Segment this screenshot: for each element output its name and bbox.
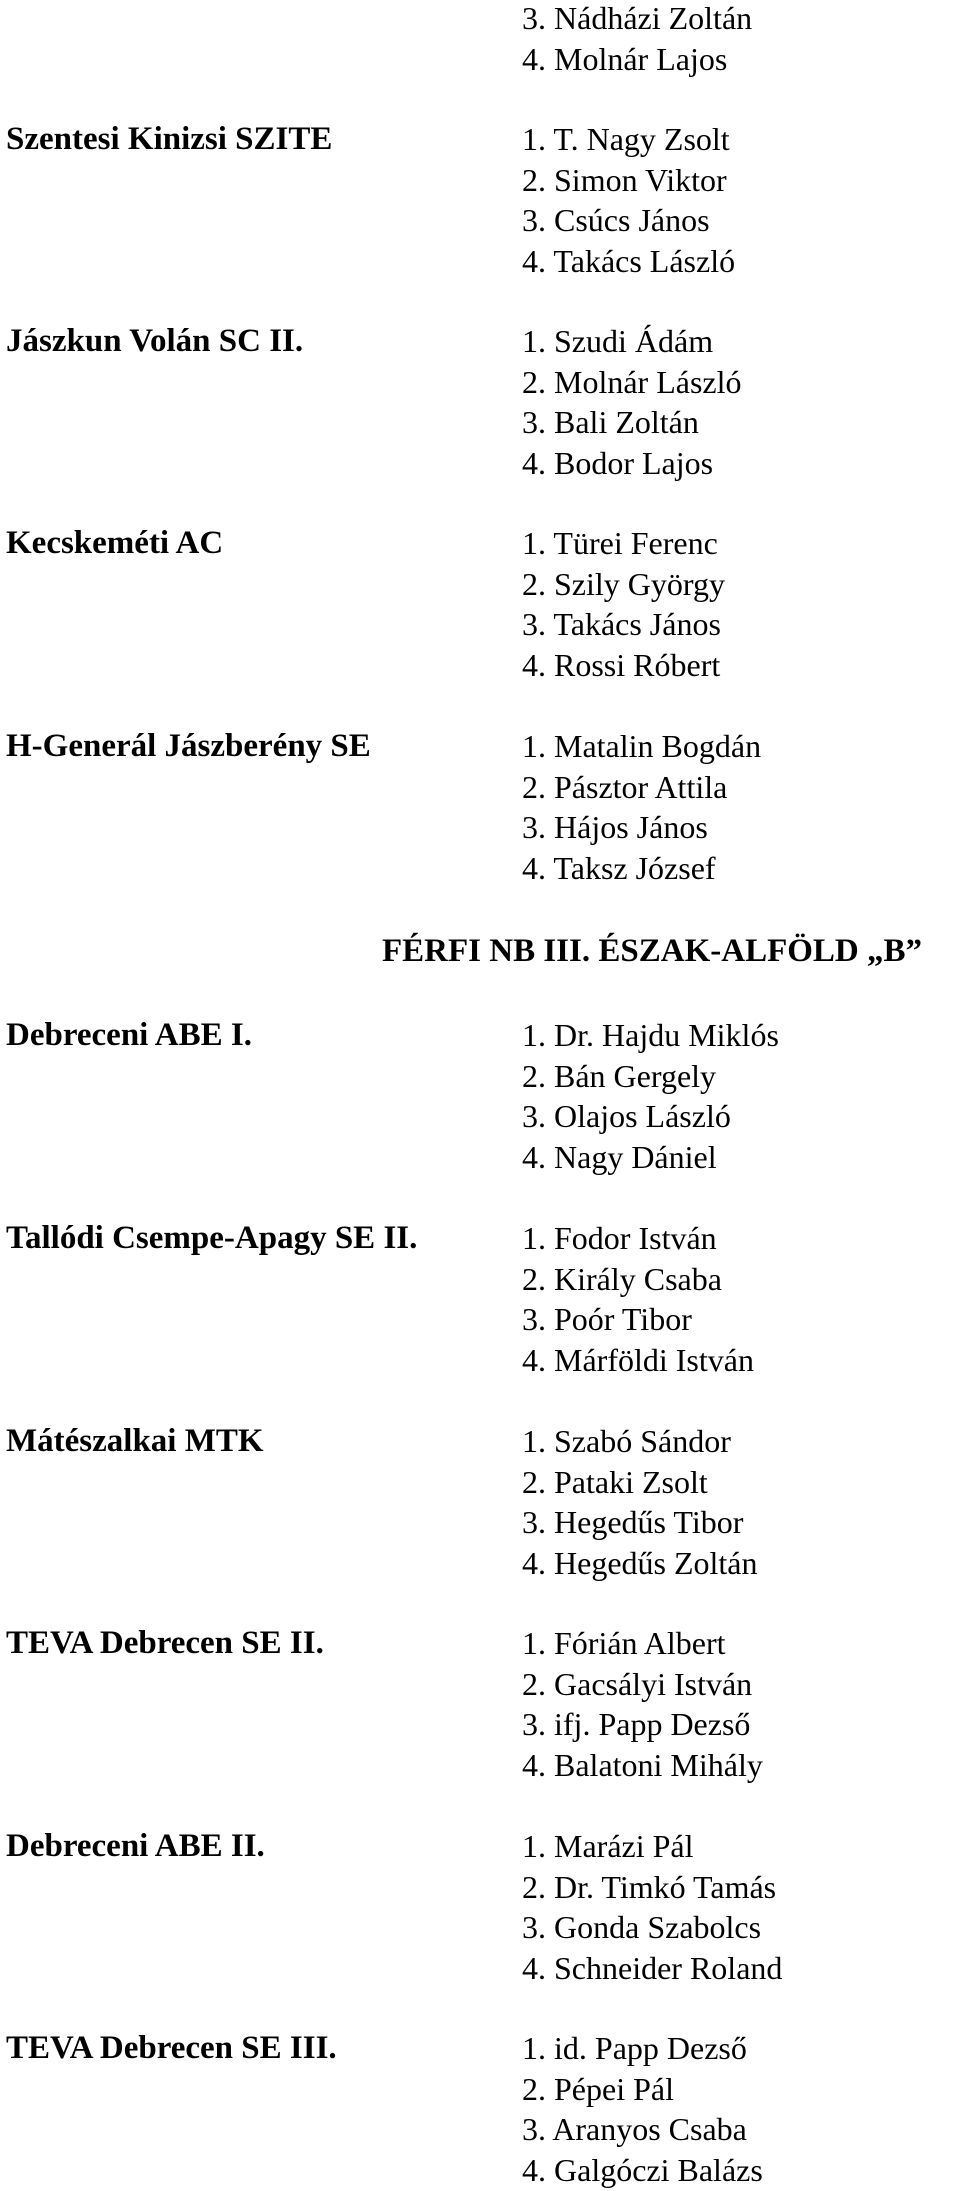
player-list-continued xyxy=(522,0,752,79)
team-name-debreceni-abe-2: Debreceni ABE II. xyxy=(6,1828,265,1864)
player-item: 4. Bodor Lajos xyxy=(522,444,714,481)
team-name-teva-3: TEVA Debrecen SE III. xyxy=(6,2030,337,2066)
player-item: 1. Marázi Pál xyxy=(522,1828,694,1864)
player-item: 2. Pataki Zsolt xyxy=(522,1463,708,1500)
player-item: 4. Balatoni Mihály xyxy=(522,1746,763,1783)
player-item: 1. Szabó Sándor xyxy=(522,1423,731,1459)
team-name-debreceni-abe-1: Debreceni ABE I. xyxy=(6,1017,252,1053)
player-item: 2. Király Csaba xyxy=(522,1260,722,1297)
player-item: 2. Pépei Pál xyxy=(522,2070,674,2107)
team-name-mateszalkai: Mátészalkai MTK xyxy=(6,1423,264,1459)
player-item: 2. Dr. Timkó Tamás xyxy=(522,1868,777,1905)
player-item: 3. Poór Tibor xyxy=(522,1301,692,1338)
player-item: 4. Galgóczi Balázs xyxy=(522,2151,763,2188)
player-item: 1. T. Nagy Zsolt xyxy=(522,121,730,157)
player-list-szentesi xyxy=(522,119,735,281)
team-name-kecskemeti: Kecskeméti AC xyxy=(6,525,224,561)
team-name-szentesi: Szentesi Kinizsi SZITE xyxy=(6,121,333,157)
player-list-jaszkun xyxy=(522,321,742,483)
player-item: 3. Takács János xyxy=(522,606,721,643)
team-name-jaszkun: Jászkun Volán SC II. xyxy=(6,323,304,359)
player-item: 1. Fórián Albert xyxy=(522,1625,726,1661)
player-item: 3. Aranyos Csaba xyxy=(522,2111,747,2148)
player-item: 2. Bán Gergely xyxy=(522,1057,717,1094)
player-list-debreceni-abe-1 xyxy=(522,1015,779,1177)
player-item: 1. Matalin Bogdán xyxy=(522,728,762,764)
player-item: 2. Simon Viktor xyxy=(522,161,727,198)
player-item: 1. Türei Ferenc xyxy=(522,525,718,561)
player-item: 1. Dr. Hajdu Miklós xyxy=(522,1017,779,1053)
player-list-teva-2 xyxy=(522,1623,763,1785)
player-item: 2. Gacsályi István xyxy=(522,1665,753,1702)
player-item: 4. Nagy Dániel xyxy=(522,1138,717,1175)
player-item: 4. Márföldi István xyxy=(522,1341,754,1378)
player-item: 4. Takács László xyxy=(522,242,736,279)
player-item: 1. Fodor István xyxy=(522,1220,717,1256)
player-item: 3. Gonda Szabolcs xyxy=(522,1909,762,1946)
player-item: 3. Hájos János xyxy=(522,809,708,846)
player-item: 4. Schneider Roland xyxy=(522,1949,783,1986)
player-item: 4. Hegedűs Zoltán xyxy=(522,1544,758,1581)
player-list-tallodi xyxy=(522,1218,754,1380)
section-title: FÉRFI NB III. ÉSZAK-ALFÖLD „B” xyxy=(382,933,923,969)
player-item: 3. Nádházi Zoltán xyxy=(522,0,753,36)
player-item: 4. Rossi Róbert xyxy=(522,646,721,683)
player-item: 1. id. Papp Dezső xyxy=(522,2030,747,2066)
team-name-teva-2: TEVA Debrecen SE II. xyxy=(6,1625,324,1661)
player-item: 3. ifj. Papp Dezső xyxy=(522,1706,751,1743)
player-item: 2. Szily György xyxy=(522,565,725,602)
player-item: 2. Molnár László xyxy=(522,363,742,400)
player-list-teva-3 xyxy=(522,2028,763,2190)
player-item: 3. Hegedűs Tibor xyxy=(522,1504,744,1541)
player-item: 4. Molnár Lajos xyxy=(522,40,728,77)
player-item: 2. Pásztor Attila xyxy=(522,768,728,805)
player-item: 4. Taksz József xyxy=(522,849,716,886)
player-list-jaszbereny xyxy=(522,726,761,888)
player-list-debreceni-abe-2 xyxy=(522,1826,782,1988)
team-name-jaszbereny: H-Generál Jászberény SE xyxy=(6,728,371,764)
player-list-kecskemeti xyxy=(522,523,725,685)
team-name-tallodi: Tallódi Csempe-Apagy SE II. xyxy=(6,1220,418,1256)
player-list-mateszalkai xyxy=(522,1421,758,1583)
player-item: 3. Olajos László xyxy=(522,1098,731,1135)
player-item: 3. Bali Zoltán xyxy=(522,404,699,441)
player-item: 3. Csúcs János xyxy=(522,202,710,239)
player-item: 1. Szudi Ádám xyxy=(522,323,714,359)
